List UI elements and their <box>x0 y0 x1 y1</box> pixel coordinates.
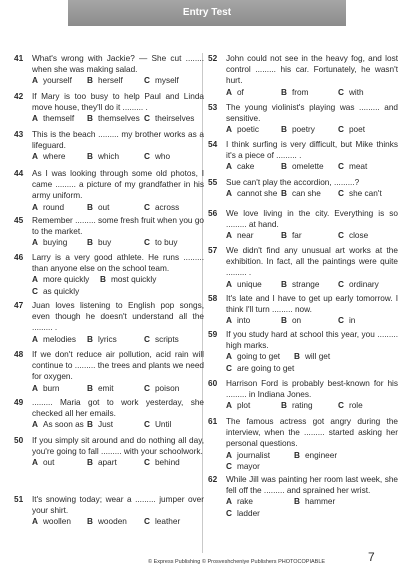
question-text: Harrison Ford is probably best-known for his ......... in Indiana Jones. <box>226 379 398 400</box>
option-b[interactable] <box>281 279 338 290</box>
question-text: We love living in the city. Everything is so ......... at hand. <box>226 209 398 230</box>
option-c[interactable] <box>144 113 202 124</box>
option-b[interactable] <box>87 516 144 527</box>
option-letter: C <box>32 286 38 296</box>
question-47 <box>14 300 204 345</box>
question-text: It's snowing today; wear a ......... jumper over your shirt. <box>32 495 204 516</box>
question-number: 50 <box>14 436 24 445</box>
option-text: out <box>97 202 110 212</box>
option-text: themself <box>42 114 75 124</box>
option-letter: C <box>338 231 344 241</box>
option-b[interactable] <box>294 496 394 507</box>
question-48 <box>14 349 204 394</box>
option-letter: A <box>32 517 38 527</box>
option-letter: B <box>87 334 93 344</box>
option-text: with <box>348 87 364 97</box>
page-header <box>0 0 416 52</box>
option-a[interactable] <box>32 334 87 345</box>
option-text: poet <box>348 125 366 135</box>
option-a[interactable] <box>226 279 281 290</box>
option-letter: C <box>144 238 150 248</box>
option-letter: B <box>87 420 93 430</box>
option-text: she can't <box>348 189 382 199</box>
option-letter: C <box>226 461 232 471</box>
option-letter: A <box>226 189 232 199</box>
option-letter: C <box>338 87 344 97</box>
option-a[interactable] <box>226 351 294 362</box>
question-text: John could not see in the heavy fog, and lost control ......... his car. Fortunately, he wasn't hurt. <box>226 54 398 86</box>
question-number: 54 <box>208 140 218 149</box>
option-text: Until <box>154 420 172 430</box>
option-text: cake <box>236 162 255 172</box>
option-letter: B <box>294 450 300 460</box>
option-c[interactable] <box>338 400 396 411</box>
option-a[interactable] <box>32 457 87 468</box>
option-text: theirselves <box>154 114 195 124</box>
question-number: 52 <box>208 54 218 63</box>
option-b[interactable] <box>281 161 338 172</box>
answer-options <box>32 113 204 124</box>
option-a[interactable] <box>226 87 281 98</box>
option-c[interactable] <box>226 508 398 519</box>
question-number: 49 <box>14 398 24 407</box>
option-a[interactable] <box>32 75 87 86</box>
option-letter: B <box>87 517 93 527</box>
option-a[interactable] <box>226 161 281 172</box>
option-letter: C <box>144 152 150 162</box>
question-number: 45 <box>14 216 24 225</box>
option-text: far <box>291 231 302 241</box>
question-number: 55 <box>208 178 218 187</box>
question-text: If you study hard at school this year, you ......... high marks. <box>226 330 398 351</box>
option-letter: A <box>32 152 38 162</box>
question-number: 60 <box>208 379 218 388</box>
option-letter: B <box>281 125 287 135</box>
option-text: near <box>236 231 254 241</box>
question-text: ......... Maria got to work yesterday, she checked all her emails. <box>32 398 204 419</box>
option-text: to buy <box>154 238 178 248</box>
answer-options <box>32 457 204 468</box>
option-letter: A <box>226 316 232 326</box>
option-text: emit <box>97 383 114 393</box>
option-text: lyrics <box>97 334 117 344</box>
option-b[interactable] <box>281 124 338 135</box>
option-letter: B <box>281 316 287 326</box>
option-b[interactable] <box>100 274 200 285</box>
answer-options <box>226 363 398 374</box>
question-number: 51 <box>14 495 24 504</box>
option-c[interactable] <box>144 383 202 394</box>
option-text: most quickly <box>110 275 157 285</box>
option-letter: C <box>144 334 150 344</box>
option-a[interactable] <box>226 188 281 199</box>
question-62 <box>208 474 398 519</box>
answer-options <box>32 202 204 213</box>
option-letter: A <box>32 202 38 212</box>
question-number: 62 <box>208 475 218 484</box>
option-letter: A <box>32 76 38 86</box>
option-text: unique <box>236 279 262 289</box>
option-text: can she <box>291 189 321 199</box>
option-text: meat <box>348 162 368 172</box>
option-letter: B <box>87 458 93 468</box>
option-text: ladder <box>236 508 260 518</box>
question-text: If we don't reduce air pollution, acid rain will continue to ......... the trees and plants we need for oxygen. <box>32 350 204 382</box>
option-letter: C <box>144 420 150 430</box>
option-text: as quickly <box>42 286 80 296</box>
option-letter: C <box>144 114 150 124</box>
option-letter: B <box>281 162 287 172</box>
answer-options <box>226 351 398 362</box>
question-54 <box>208 139 398 173</box>
answer-options <box>226 461 398 472</box>
option-text: across <box>154 202 180 212</box>
answer-options <box>226 315 398 326</box>
option-text: herself <box>97 76 123 86</box>
option-text: As soon as <box>42 420 84 430</box>
answer-options <box>32 75 204 86</box>
question-text: I think surfing is very difficult, but Mike thinks it's a piece of ......... . <box>226 140 398 161</box>
option-text: leather <box>154 517 181 527</box>
option-c[interactable] <box>226 363 398 374</box>
option-b[interactable] <box>281 188 338 199</box>
option-letter: B <box>87 114 93 124</box>
option-c[interactable] <box>144 75 202 86</box>
question-52 <box>208 53 398 98</box>
option-c[interactable] <box>338 230 396 241</box>
question-55 <box>208 177 398 199</box>
option-letter: A <box>32 383 38 393</box>
option-b[interactable] <box>281 315 338 326</box>
option-letter: B <box>87 152 93 162</box>
option-a[interactable] <box>226 124 281 135</box>
option-b[interactable] <box>281 400 338 411</box>
option-letter: B <box>100 275 106 285</box>
question-53 <box>208 102 398 136</box>
option-letter: A <box>226 162 232 172</box>
question-number: 53 <box>208 103 218 112</box>
answer-options <box>226 450 398 461</box>
page-footer <box>0 548 416 571</box>
option-letter: C <box>338 125 344 135</box>
answer-options <box>32 334 204 345</box>
question-number: 43 <box>14 130 24 139</box>
option-a[interactable] <box>32 516 87 527</box>
question-59 <box>208 329 398 374</box>
option-b[interactable] <box>87 419 144 430</box>
answer-options <box>226 161 398 172</box>
option-a[interactable] <box>32 202 87 213</box>
question-number: 48 <box>14 350 24 359</box>
option-text: hammer <box>304 497 336 507</box>
question-text: The young violinist's playing was ......... and sensitive. <box>226 103 398 124</box>
option-letter: A <box>32 334 38 344</box>
option-text: yourself <box>42 76 72 86</box>
option-text: more quickly <box>42 275 90 285</box>
option-letter: B <box>87 383 93 393</box>
option-text: close <box>348 231 369 241</box>
option-a[interactable] <box>32 383 87 394</box>
option-c[interactable] <box>144 237 202 248</box>
option-text: cannot she <box>236 189 278 199</box>
question-56 <box>208 208 398 242</box>
option-text: Just <box>97 420 114 430</box>
question-41 <box>14 53 204 87</box>
option-letter: B <box>294 352 300 362</box>
option-b[interactable] <box>87 75 144 86</box>
answer-options <box>32 274 204 285</box>
option-c[interactable] <box>144 516 202 527</box>
option-letter: C <box>144 383 150 393</box>
option-letter: A <box>226 497 232 507</box>
option-c[interactable] <box>144 334 202 345</box>
option-text: poetry <box>291 125 315 135</box>
option-letter: C <box>338 401 344 411</box>
option-letter: C <box>144 517 150 527</box>
question-number: 44 <box>14 169 24 178</box>
option-b[interactable] <box>294 450 394 461</box>
option-letter: A <box>32 114 38 124</box>
option-letter: B <box>281 401 287 411</box>
option-text: woollen <box>42 517 71 527</box>
answer-options <box>32 516 204 527</box>
option-c[interactable] <box>338 279 396 290</box>
option-letter: A <box>226 401 232 411</box>
option-a[interactable] <box>226 230 281 241</box>
answer-options <box>32 383 204 394</box>
option-c[interactable] <box>338 124 396 135</box>
option-text: going to get <box>236 352 281 362</box>
option-letter: C <box>338 162 344 172</box>
option-a[interactable] <box>226 400 281 411</box>
question-number: 41 <box>14 54 24 63</box>
question-43 <box>14 129 204 163</box>
option-text: scripts <box>154 334 179 344</box>
question-46 <box>14 252 204 297</box>
answer-options <box>32 151 204 162</box>
option-text: from <box>291 87 309 97</box>
option-text: poetic <box>236 125 259 135</box>
option-text: wooden <box>97 517 127 527</box>
option-a[interactable] <box>226 496 294 507</box>
option-text: omelette <box>291 162 324 172</box>
option-letter: A <box>226 231 232 241</box>
option-b[interactable] <box>87 151 144 162</box>
question-60 <box>208 378 398 412</box>
option-text: ordinary <box>348 279 379 289</box>
option-c[interactable] <box>338 188 396 199</box>
option-text: themselves <box>97 114 140 124</box>
question-text: If you simply sit around and do nothing all day, you're going to fall ......... with your schoolwork. <box>32 436 204 457</box>
option-letter: A <box>226 279 232 289</box>
option-c[interactable] <box>32 286 204 297</box>
option-text: mayor <box>236 461 260 471</box>
question-number: 57 <box>208 246 218 255</box>
question-58 <box>208 293 398 327</box>
option-letter: C <box>144 202 150 212</box>
option-text: apart <box>97 458 117 468</box>
option-b[interactable] <box>281 87 338 98</box>
option-a[interactable] <box>226 450 294 461</box>
option-b[interactable] <box>87 457 144 468</box>
question-57 <box>208 245 398 290</box>
question-number: 56 <box>208 209 218 218</box>
option-text: where <box>42 152 66 162</box>
option-letter: B <box>281 87 287 97</box>
option-letter: C <box>226 508 232 518</box>
question-number: 46 <box>14 253 24 262</box>
option-text: are going to get <box>236 363 295 373</box>
option-a[interactable] <box>32 274 100 285</box>
option-b[interactable] <box>294 351 394 362</box>
option-c[interactable] <box>144 202 202 213</box>
question-text: Larry is a very good athlete. He runs ......... than anyone else on the school team. <box>32 253 204 274</box>
option-text: in <box>348 316 356 326</box>
question-text: While Jill was painting her room last week, she fell off the ......... and sprained her wrist. <box>226 475 398 496</box>
question-42 <box>14 91 204 125</box>
option-text: melodies <box>42 334 76 344</box>
question-number: 58 <box>208 294 218 303</box>
option-letter: A <box>226 87 232 97</box>
option-letter: B <box>281 279 287 289</box>
option-c[interactable] <box>226 461 398 472</box>
answer-options <box>226 279 398 290</box>
option-text: engineer <box>304 450 338 460</box>
option-letter: B <box>281 189 287 199</box>
answer-options <box>226 496 398 507</box>
question-44 <box>14 168 204 213</box>
question-text: Sue can't play the accordion, .........? <box>226 178 360 187</box>
option-a[interactable] <box>32 419 87 430</box>
option-text: buy <box>97 238 112 248</box>
option-c[interactable] <box>144 457 202 468</box>
option-letter: C <box>338 279 344 289</box>
option-text: behind <box>154 458 180 468</box>
option-text: burn <box>42 383 60 393</box>
question-number: 42 <box>14 92 24 101</box>
answer-options <box>226 87 398 98</box>
option-a[interactable] <box>32 237 87 248</box>
option-text: myself <box>154 76 179 86</box>
question-number: 59 <box>208 330 218 339</box>
question-text: It's late and I have to get up early tomorrow. I think I'll turn ......... now. <box>226 294 398 315</box>
option-letter: B <box>281 231 287 241</box>
question-text: As I was looking through some old photos, I came ......... a picture of my grandfather in his army uniform. <box>32 169 204 201</box>
option-letter: C <box>144 76 150 86</box>
question-number: 47 <box>14 301 24 310</box>
option-text: out <box>42 458 55 468</box>
option-a[interactable] <box>32 113 87 124</box>
question-number: 61 <box>208 417 218 426</box>
answer-options <box>226 230 398 241</box>
option-c[interactable] <box>338 87 396 98</box>
option-text: strange <box>291 279 320 289</box>
option-b[interactable] <box>87 334 144 345</box>
option-b[interactable] <box>87 202 144 213</box>
option-letter: A <box>226 125 232 135</box>
question-text: If Mary is too busy to help Paul and Linda move house, they'll do it ......... . <box>32 92 204 113</box>
option-letter: A <box>32 275 38 285</box>
option-text: round <box>42 202 65 212</box>
answer-options <box>226 400 398 411</box>
option-c[interactable] <box>338 161 396 172</box>
option-text: who <box>154 152 171 162</box>
option-text: rake <box>236 497 254 507</box>
option-text: on <box>291 316 302 326</box>
answer-options <box>226 188 398 199</box>
option-b[interactable] <box>87 383 144 394</box>
option-letter: A <box>226 450 232 460</box>
option-a[interactable] <box>226 315 281 326</box>
page-number: 7 <box>368 550 375 564</box>
question-text: We didn't find any unusual art works at the exhibition. In fact, all the paintings were quite ......... . <box>226 246 398 278</box>
option-text: role <box>348 401 363 411</box>
copyright-text: © Express Publishing © Prosveshcheniye Publishers PHOTOCOPIABLE <box>148 559 326 565</box>
answer-options <box>226 508 398 519</box>
question-text: This is the beach ......... my brother works as a lifeguard. <box>32 130 204 151</box>
option-b[interactable] <box>281 230 338 241</box>
question-61 <box>208 416 398 472</box>
option-text: rating <box>291 401 313 411</box>
option-letter: A <box>32 420 38 430</box>
question-45 <box>14 215 204 249</box>
option-b[interactable] <box>87 113 144 124</box>
option-text: will get <box>304 352 331 362</box>
option-a[interactable] <box>32 151 87 162</box>
question-50 <box>14 435 204 469</box>
option-letter: C <box>338 189 344 199</box>
answer-options <box>32 419 204 430</box>
option-text: plot <box>236 401 251 411</box>
option-letter: A <box>226 352 232 362</box>
answer-options <box>32 237 204 248</box>
question-text: The famous actress got angry during the interview, when the ......... started asking her personal questions. <box>226 417 398 449</box>
option-letter: A <box>32 238 38 248</box>
option-letter: C <box>144 458 150 468</box>
question-text: What's wrong with Jackie? — She cut ........ when she was making salad. <box>32 54 204 75</box>
question-text: Juan loves listening to English pop songs, even though he doesn't understand all the ......... . <box>32 301 204 333</box>
option-text: poison <box>154 383 180 393</box>
option-c[interactable] <box>144 151 202 162</box>
option-c[interactable] <box>338 315 396 326</box>
option-letter: C <box>338 316 344 326</box>
option-letter: C <box>226 363 232 373</box>
option-text: journalist <box>236 450 270 460</box>
answer-options <box>32 286 204 297</box>
option-text: of <box>236 87 244 97</box>
option-text: into <box>236 316 251 326</box>
option-letter: B <box>87 238 93 248</box>
page-title: Entry Test <box>68 0 346 26</box>
option-letter: A <box>32 458 38 468</box>
option-text: buying <box>42 238 68 248</box>
option-text: which <box>97 152 120 162</box>
question-49 <box>14 397 204 431</box>
option-letter: B <box>87 76 93 86</box>
option-letter: B <box>87 202 93 212</box>
option-letter: B <box>294 497 300 507</box>
answer-options <box>226 124 398 135</box>
option-b[interactable] <box>87 237 144 248</box>
question-51 <box>14 494 204 528</box>
option-c[interactable] <box>144 419 202 430</box>
question-text: Remember ......... some fresh fruit when you go to the market. <box>32 216 204 237</box>
